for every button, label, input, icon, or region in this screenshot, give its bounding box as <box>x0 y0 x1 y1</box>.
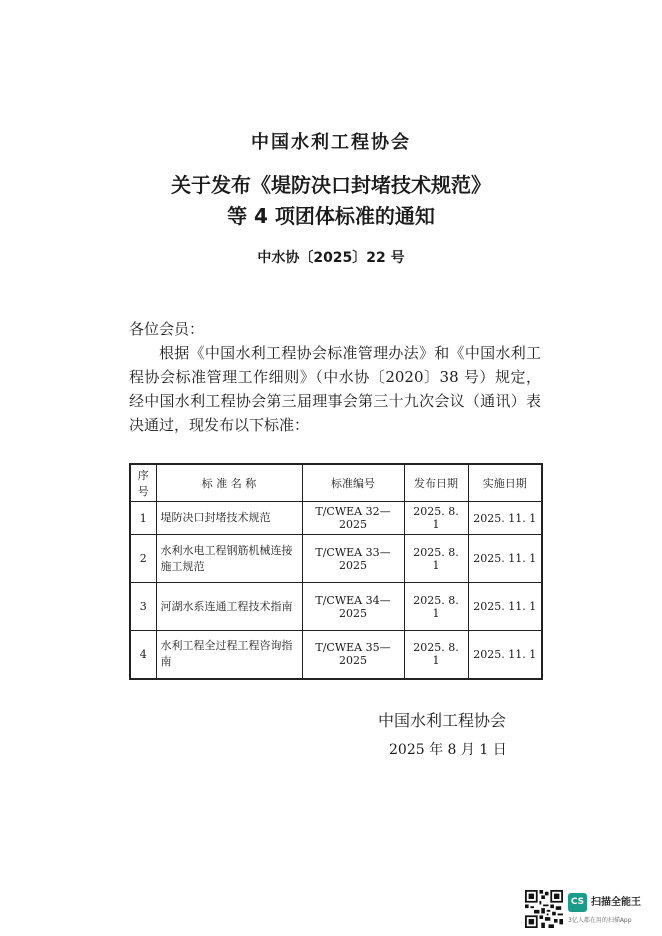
document-number: 中水协〔2025〕22 号 <box>257 250 405 266</box>
header-effective-date: 实施日期 <box>468 464 542 502</box>
row-release-date: 2025. 8. 1 <box>404 631 468 679</box>
row-release-date: 2025. 8. 1 <box>404 583 468 631</box>
row-no: 2 <box>130 535 156 583</box>
row-effective-date: 2025. 11. 1 <box>468 583 542 631</box>
body-paragraph: 根据《中国水利工程协会标准管理办法》和《中国水利工程协会标准管理工作细则》（中水协〔2020〕38 号）规定，经中国水利工程协会第三届理事会第三十九次会议（通讯）表决通过，现发布以下标准： <box>129 344 541 434</box>
header-no: 序号 <box>130 464 156 502</box>
row-no: 4 <box>130 631 156 679</box>
row-name: 堤防决口封堵技术规范 <box>156 502 302 535</box>
standards-table <box>129 463 543 680</box>
salutation: 各位会员： <box>129 320 205 338</box>
scanner-watermark <box>525 890 655 930</box>
row-code: T/CWEA 32—2025 <box>302 502 404 535</box>
row-effective-date: 2025. 11. 1 <box>468 535 542 583</box>
notice-title-line-1: 关于发布《堤防决口封堵技术规范》 <box>171 173 491 197</box>
camscanner-logo-icon: CS <box>568 893 587 912</box>
qr-code-icon <box>525 890 563 928</box>
row-effective-date: 2025. 11. 1 <box>468 502 542 535</box>
row-release-date: 2025. 8. 1 <box>404 502 468 535</box>
row-release-date: 2025. 8. 1 <box>404 535 468 583</box>
row-name: 河湖水系连通工程技术指南 <box>156 583 302 631</box>
row-no: 1 <box>130 502 156 535</box>
row-name: 水利水电工程钢筋机械连接施工规范 <box>156 535 302 583</box>
header-release-date: 发布日期 <box>404 464 468 502</box>
issuing-organization: 中国水利工程协会 <box>251 132 411 153</box>
notice-title <box>0 170 662 232</box>
signature-organization: 中国水利工程协会 <box>378 711 507 730</box>
row-no: 3 <box>130 583 156 631</box>
table-row <box>130 631 542 679</box>
row-code: T/CWEA 33—2025 <box>302 535 404 583</box>
notice-title-line-2: 等 4 项团体标准的通知 <box>227 204 435 228</box>
row-name: 水利工程全过程工程咨询指南 <box>156 631 302 679</box>
row-effective-date: 2025. 11. 1 <box>468 631 542 679</box>
table-row <box>130 535 542 583</box>
header-code: 标准编号 <box>302 464 404 502</box>
table-row <box>130 583 542 631</box>
row-code: T/CWEA 34—2025 <box>302 583 404 631</box>
table-header-row <box>130 464 542 502</box>
watermark-app-name: 扫描全能王 <box>591 897 641 908</box>
watermark-tagline: 3亿人都在用的扫描App <box>568 917 632 924</box>
row-code: T/CWEA 35—2025 <box>302 631 404 679</box>
header-name: 标 准 名 称 <box>156 464 302 502</box>
table-row <box>130 502 542 535</box>
signature-date: 2025 年 8 月 1 日 <box>389 742 507 758</box>
